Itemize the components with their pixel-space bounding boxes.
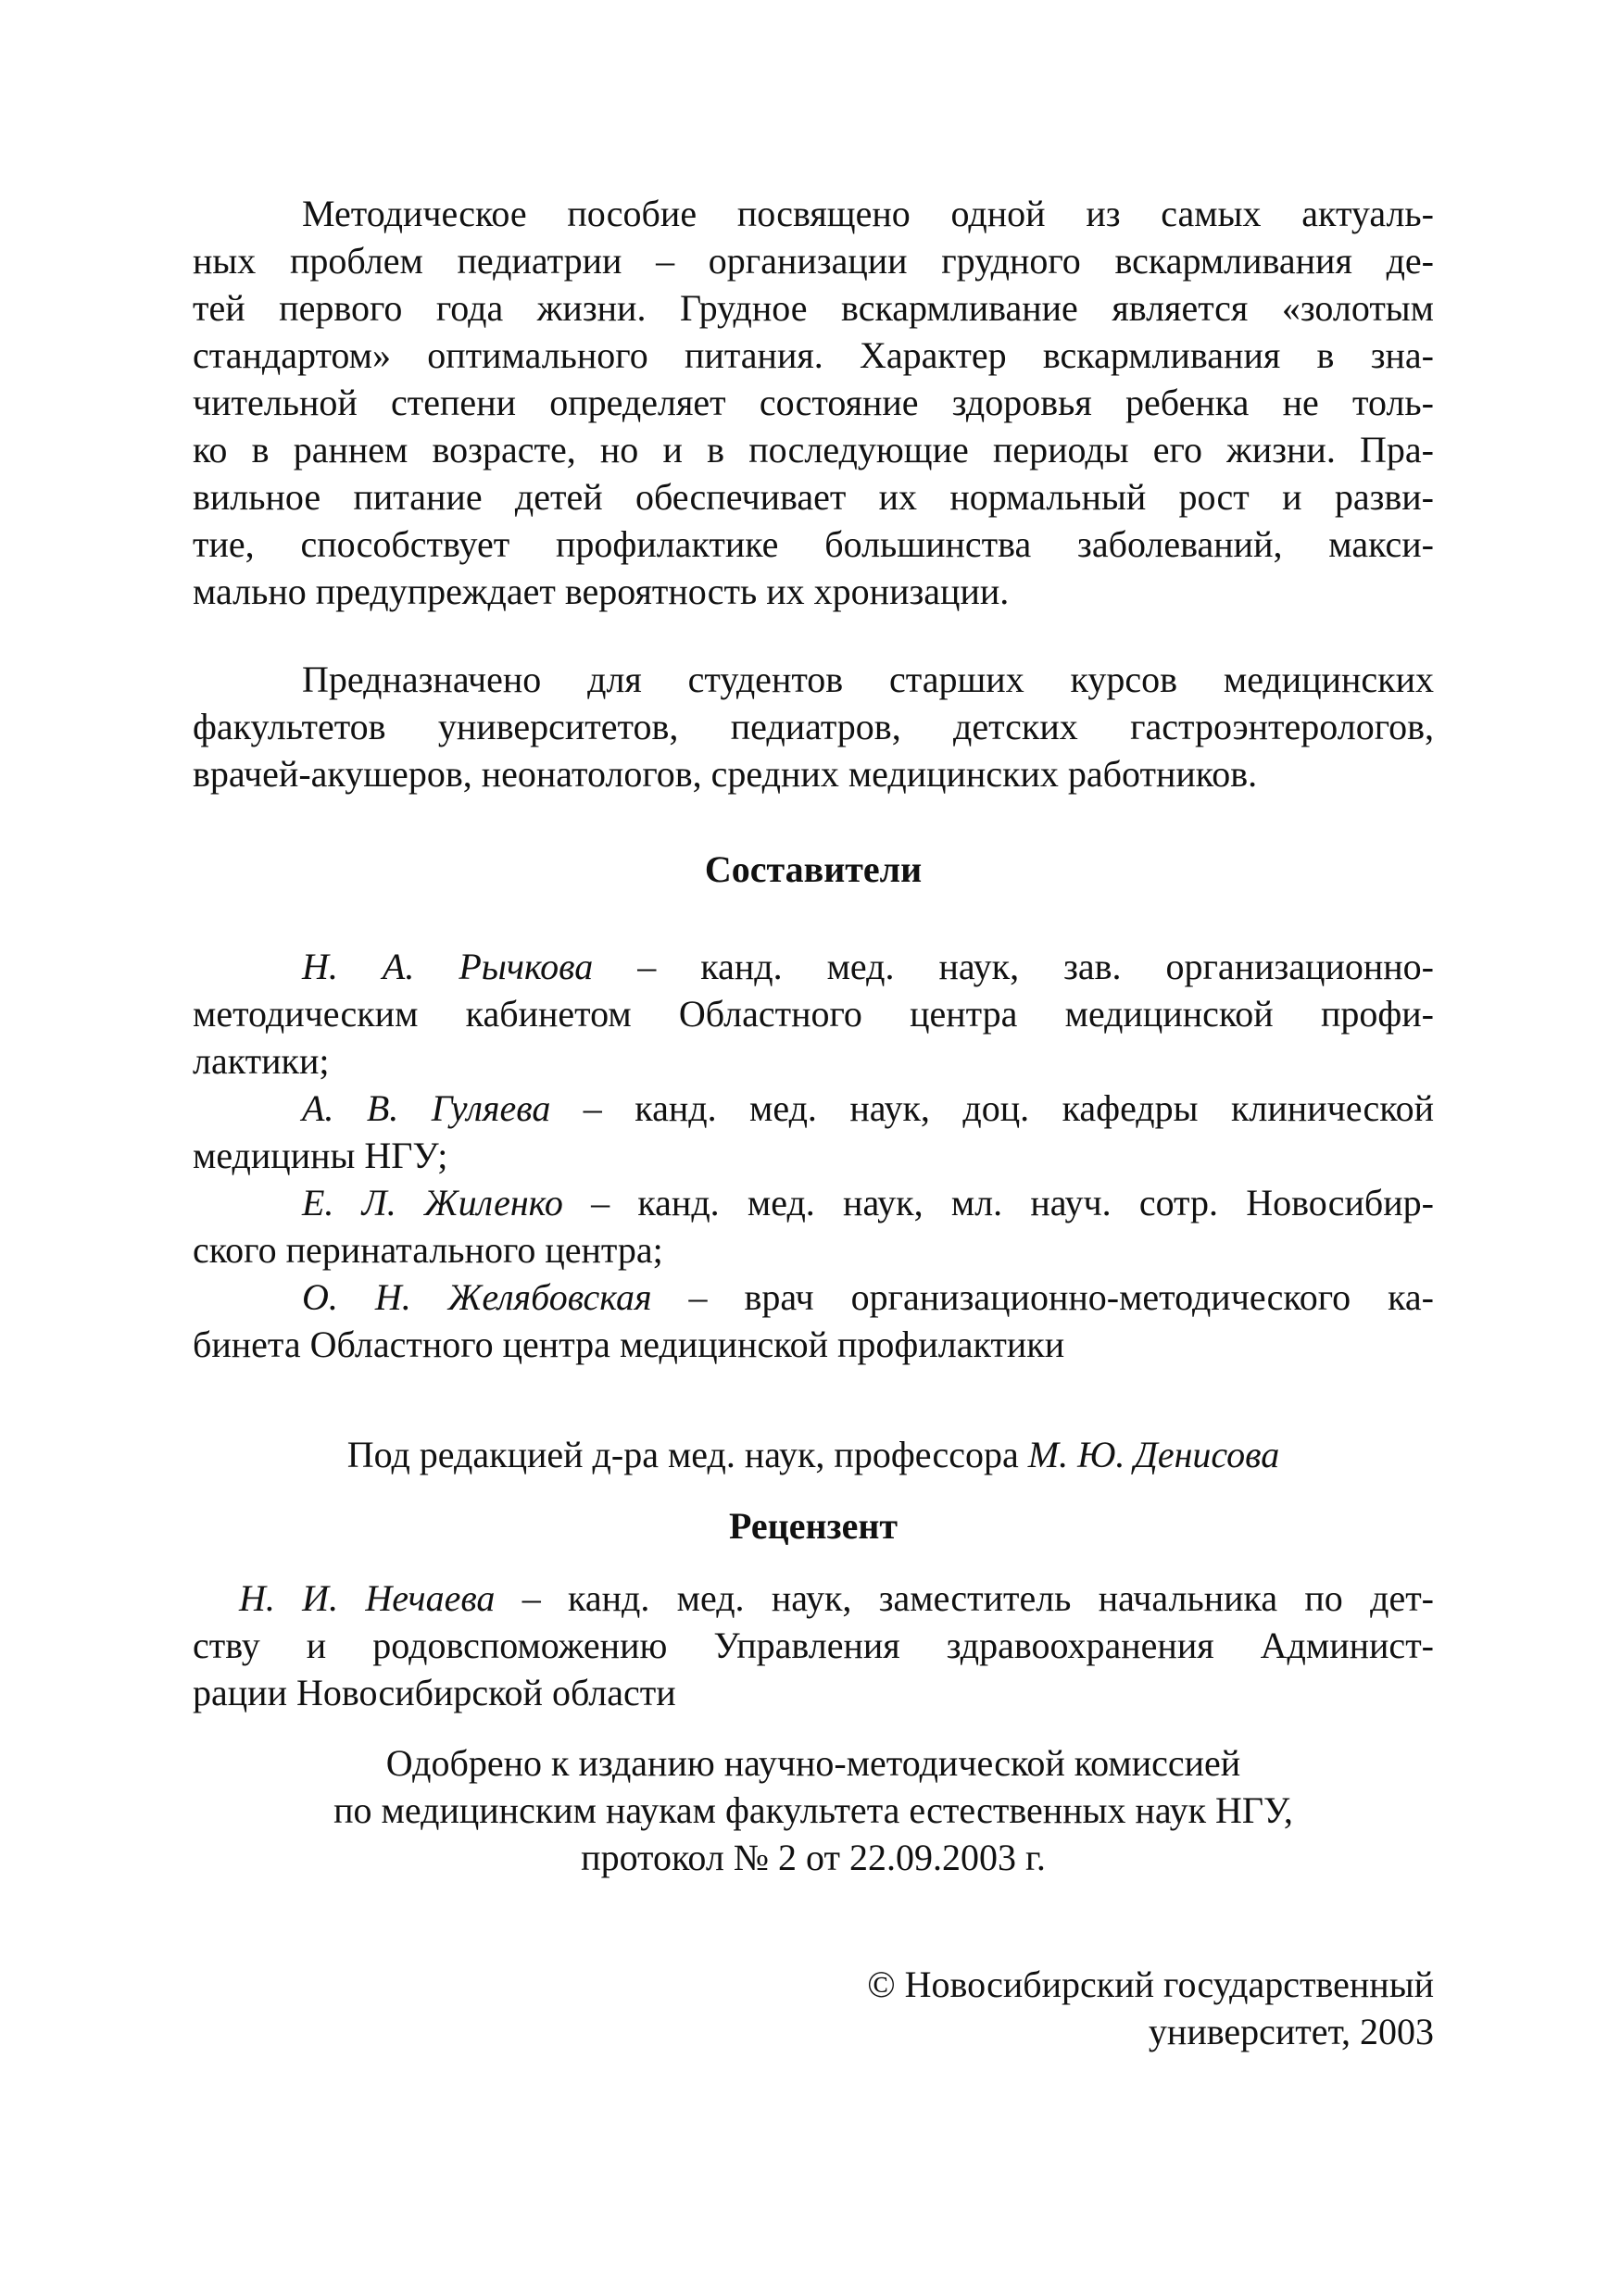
compiler-name: Е. Л. Жиленко — [302, 1182, 563, 1223]
copyright-line: © Новосибирский государственный — [867, 1964, 1434, 2005]
audience-line: факультетов университетов, педиатров, детских гастроэнтерологов, — [193, 706, 1434, 747]
compiler-name: Н. А. Рычкова — [302, 946, 594, 987]
approval-line: протокол № 2 от 22.09.2003 г. — [581, 1837, 1046, 1878]
compilers-heading: Составители — [704, 848, 923, 890]
compiler-role: – канд. мед. наук, доц. кафедры клинической — [550, 1087, 1435, 1129]
compiler-name: А. В. Гуляева — [302, 1087, 551, 1129]
annotation-line: стандартом» оптимального питания. Характер вскармливания в зна- — [193, 334, 1434, 376]
annotation-line: ных проблем педиатрии – организации грудного вскармливания де- — [193, 240, 1434, 282]
reviewer-role-line: ству и родовспоможению Управления здравоохранения Админист- — [193, 1625, 1434, 1666]
reviewer-name: Н. И. Нечаева — [239, 1577, 496, 1619]
compiler-role: – врач организационно-методического ка- — [651, 1276, 1435, 1318]
annotation-line: тие, способствует профилактике большинства заболеваний, макси- — [193, 523, 1434, 565]
compiler-entry — [193, 943, 1434, 990]
reviewer-heading: Рецензент — [728, 1505, 898, 1547]
compiler-entry — [193, 1085, 1434, 1132]
audience-paragraph — [193, 656, 1434, 797]
compiler-role-line: лактики; — [193, 1040, 330, 1082]
reviewer-paragraph — [193, 1575, 1434, 1716]
approval-line: Одобрено к изданию научно-методической комиссией — [385, 1742, 1241, 1784]
approval-paragraph — [193, 1739, 1434, 1881]
annotation-line: тей первого года жизни. Грудное вскармливание является «золотым — [193, 287, 1434, 329]
reviewer-role: – канд. мед. наук, заместитель начальника по дет- — [495, 1577, 1435, 1619]
editor-name: М. Ю. Денисова — [1027, 1434, 1280, 1475]
compiler-name: О. Н. Желябовская — [302, 1276, 652, 1318]
compilers-list — [193, 943, 1434, 1368]
annotation-line: чительной степени определяет состояние здоровья ребенка не толь- — [193, 382, 1434, 423]
compiler-role-line: бинета Областного центра медицинской профилактики — [193, 1324, 1065, 1365]
audience-line: врачей-акушеров, неонатологов, средних медицинских работников. — [193, 753, 1258, 795]
compiler-role: – канд. мед. наук, мл. науч. сотр. Новосибир- — [562, 1182, 1434, 1223]
compiler-entry — [193, 1179, 1434, 1226]
compiler-role-line: медицины НГУ; — [193, 1135, 448, 1176]
approval-line: по медицинским наукам факультета естественных наук НГУ, — [333, 1789, 1293, 1831]
annotation-paragraph — [193, 190, 1434, 615]
compiler-role-line: методическим кабинетом Областного центра медицинской профи- — [193, 993, 1434, 1035]
editor-prefix: Под редакцией д-ра мед. наук, профессора — [346, 1434, 1028, 1475]
audience-line: Предназначено для студентов старших курсов медицинских — [302, 659, 1434, 700]
compiler-role-line: ского перинатального центра; — [193, 1229, 663, 1271]
annotation-line: мально предупреждает вероятность их хронизации. — [193, 571, 1010, 612]
reviewer-entry — [193, 1575, 1434, 1622]
editor-line — [193, 1431, 1434, 1478]
annotation-line: ко в раннем возрасте, но и в последующие периоды его жизни. Пра- — [193, 429, 1434, 470]
compiler-role: – канд. мед. наук, зав. организационно- — [593, 946, 1434, 987]
reviewer-role-line: рации Новосибирской области — [193, 1672, 676, 1713]
copyright-notice — [193, 1961, 1434, 2055]
annotation-line: Методическое пособие посвящено одной из самых актуаль- — [302, 193, 1434, 234]
copyright-line: университет, 2003 — [1148, 2011, 1434, 2052]
compiler-entry — [193, 1273, 1434, 1321]
annotation-line: вильное питание детей обеспечивает их нормальный рост и разви- — [193, 476, 1434, 518]
